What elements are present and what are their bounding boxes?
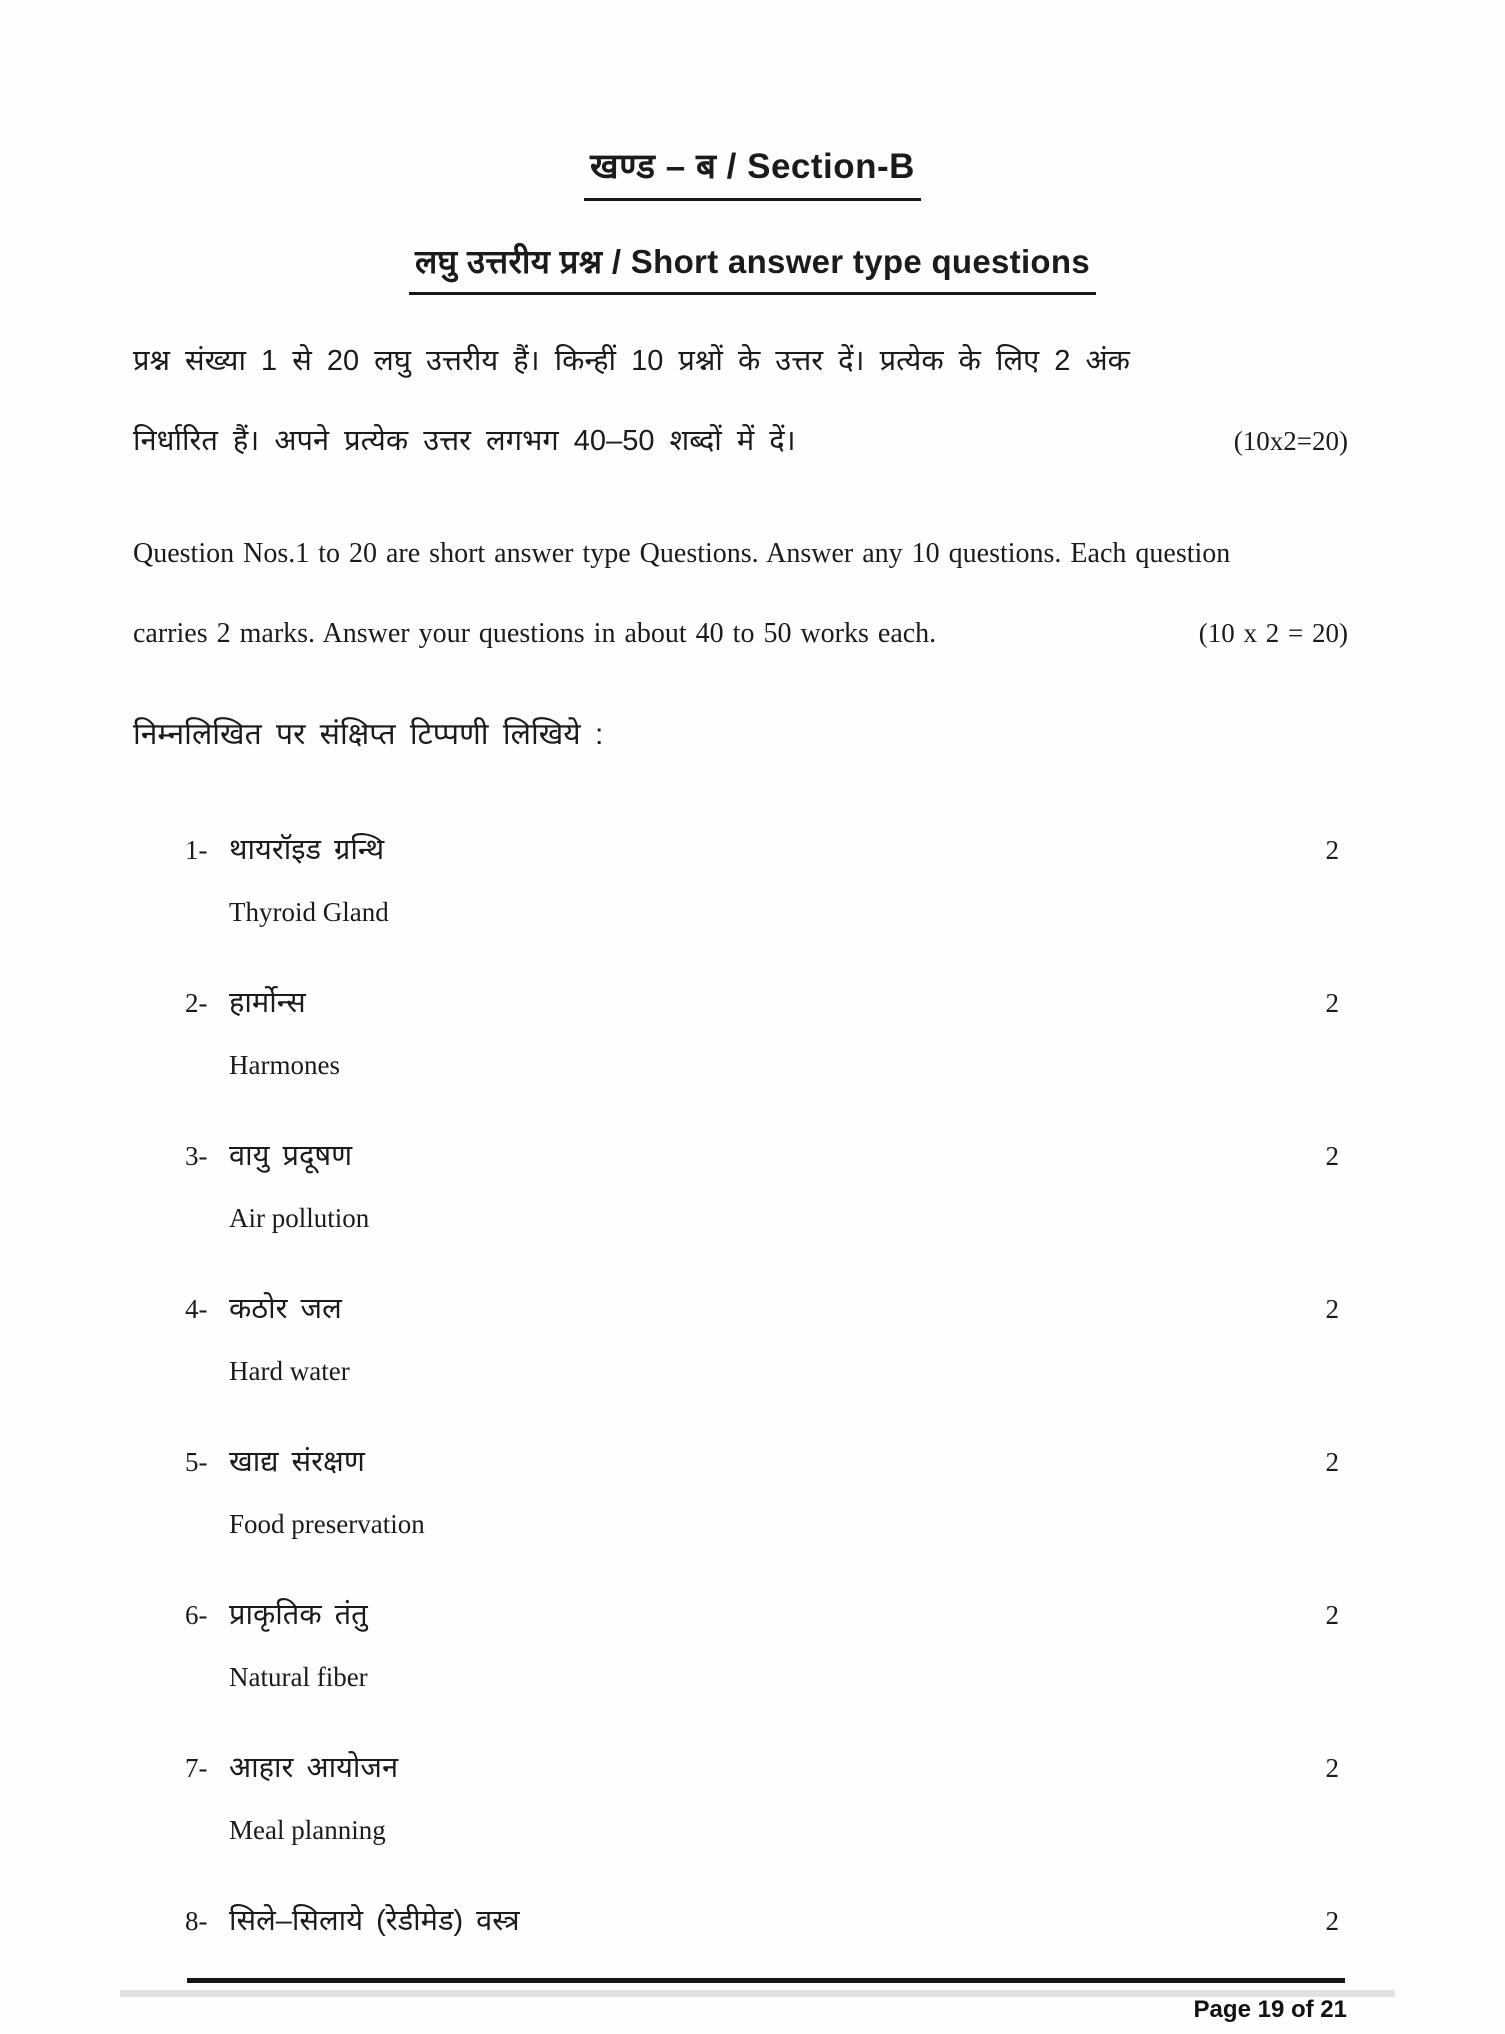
section-subtitle: लघु उत्तरीय प्रश्न / Short answer type questions	[409, 238, 1096, 295]
question-title-english: Harmones	[229, 1050, 340, 1080]
question-list	[185, 830, 1345, 1941]
question-title-english: Meal planning	[229, 1815, 386, 1845]
question-row-7	[185, 1748, 1345, 1901]
instructions-hindi-line1: प्रश्न संख्या 1 से 20 लघु उत्तरीय हैं। किन्हीं 10 प्रश्नों के उत्तर दें। प्रत्येक के लिए 2 अंक	[133, 345, 1130, 377]
question-marks: 2	[1325, 1753, 1339, 1783]
total-pages: 21	[1320, 1996, 1347, 2023]
instructions-english-line1: Question Nos.1 to 20 are short answer type Questions. Answer any 10 questions. Each question	[133, 538, 1231, 569]
instructions-hindi-line2: निर्धारित हैं। अपने प्रत्येक उत्तर लगभग 40–50 शब्दों में दें।	[133, 425, 796, 457]
question-number: 6-	[185, 1600, 208, 1630]
footer-rule	[187, 1978, 1345, 1983]
question-text-block	[229, 1289, 1326, 1389]
question-marks: 2	[1325, 988, 1339, 1018]
question-text-block	[229, 1901, 1326, 1941]
question-text-block	[229, 1748, 1326, 1848]
question-row-2	[185, 983, 1345, 1136]
question-number: 7-	[185, 1753, 208, 1783]
question-row-4	[185, 1289, 1345, 1442]
question-number: 1-	[185, 835, 208, 865]
question-title-english: Food preservation	[229, 1509, 425, 1539]
subtitle-row	[0, 238, 1505, 295]
question-title-english: Thyroid Gland	[229, 897, 389, 927]
question-marks: 2	[1325, 1141, 1339, 1171]
question-title-hindi: वायु प्रदूषण	[229, 1140, 353, 1172]
of-word: of	[1290, 1996, 1314, 2023]
question-number: 4-	[185, 1294, 208, 1324]
question-row-1	[185, 830, 1345, 983]
question-text-block	[229, 1136, 1326, 1236]
question-title-hindi: थायरॉइड ग्रन्थि	[229, 834, 385, 866]
question-row-8	[185, 1901, 1345, 1941]
question-marks: 2	[1325, 835, 1339, 865]
instructions-hindi-line2-row	[133, 420, 1348, 459]
question-marks: 2	[1325, 1600, 1339, 1630]
question-title-english: Hard water	[229, 1356, 350, 1386]
section-heading-row	[0, 142, 1505, 201]
question-marks: 2	[1325, 1294, 1339, 1324]
short-notes-prompt: निम्नलिखित पर संक्षिप्त टिप्पणी लिखिये :	[133, 718, 604, 751]
question-title-hindi: आहार आयोजन	[229, 1752, 399, 1784]
instructions-english-marks: (10 x 2 = 20)	[1198, 618, 1348, 648]
instructions-hindi-marks: (10x2=20)	[1233, 426, 1348, 456]
instructions-english-line2: carries 2 marks. Answer your questions in about 40 to 50 works each.	[133, 618, 937, 649]
question-number: 8-	[185, 1906, 208, 1936]
question-row-6	[185, 1595, 1345, 1748]
instructions-hindi-line1-row	[133, 340, 1348, 379]
question-row-5	[185, 1442, 1345, 1595]
page-number: 19	[1257, 1996, 1285, 2023]
instructions-english-line2-row	[133, 618, 1348, 650]
page-number-label	[1194, 1996, 1347, 2024]
question-title-english: Natural fiber	[229, 1662, 368, 1692]
question-number: 3-	[185, 1141, 208, 1171]
question-text-block	[229, 983, 1326, 1083]
question-marks: 2	[1325, 1906, 1339, 1936]
question-title-hindi: खाद्य संरक्षण	[229, 1446, 365, 1478]
question-title-hindi: हार्मोन्स	[229, 987, 306, 1019]
question-title-hindi: सिले–सिलाये (रेडीमेड) वस्त्र	[229, 1905, 520, 1937]
question-text-block	[229, 830, 1326, 930]
question-text-block	[229, 1595, 1326, 1695]
instructions-english-line1-row	[133, 538, 1348, 570]
section-title: खण्ड – ब / Section-B	[584, 142, 921, 201]
question-row-3	[185, 1136, 1345, 1289]
question-title-english: Air pollution	[229, 1203, 370, 1233]
question-text-block	[229, 1442, 1326, 1542]
question-title-hindi: कठोर जल	[229, 1293, 342, 1325]
question-number: 5-	[185, 1447, 208, 1477]
question-title-hindi: प्राकृतिक तंतु	[229, 1599, 368, 1631]
page-word: Page	[1193, 1996, 1251, 2023]
question-number: 2-	[185, 988, 208, 1018]
question-marks: 2	[1325, 1447, 1339, 1477]
